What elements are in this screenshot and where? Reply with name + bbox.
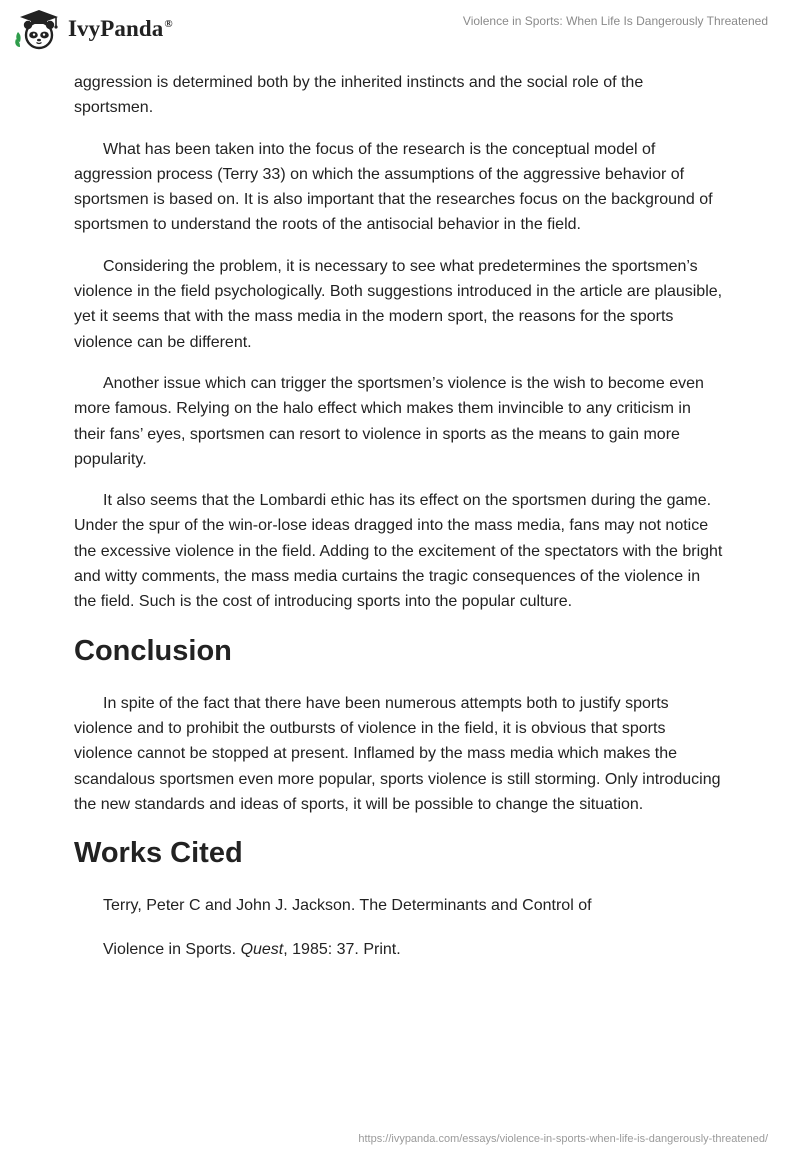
brand-name: IvyPanda® (68, 16, 173, 41)
paragraph: What has been taken into the focus of the research is the conceptual model of aggression process (Terry 33) on which the assumptions of the aggressive behavior of sportsmen is based on. It is also important that the researches focus on the background of sportsmen to understand the roots of the antisocial behavior in the field. (74, 140, 713, 234)
ivypanda-logo[interactable] (14, 8, 173, 50)
paragraph-continuation: aggression is determined both by the inherited instincts and the social role of the sportsmen. (74, 74, 644, 117)
page-header (0, 0, 800, 60)
citation-line-2: Violence in Sports. Quest, 1985: 37. Print. (103, 941, 401, 959)
document-title: Violence in Sports: When Life Is Dangerously Threatened (462, 14, 768, 28)
conclusion-heading: Conclusion (74, 634, 232, 667)
citation-line-1: Terry, Peter C and John J. Jackson. The Determinants and Control of (103, 897, 592, 915)
panda-graduation-icon (14, 8, 62, 50)
paragraph: Considering the problem, it is necessary to see what predetermines the sportsmen’s violence in the field psychologically. Both suggestions introduced in the article are plausible, yet it seems that with the mass media in the modern sport, the reasons for the sports violence can be different. (74, 257, 723, 351)
source-url[interactable]: https://ivypanda.com/essays/violence-in-sports-when-life-is-dangerously-threatened/ (358, 1133, 768, 1145)
paragraph: It also seems that the Lombardi ethic has its effect on the sportsmen during the game. Under the spur of the win-or-lose ideas dragged into the mass media, fans may not notice the excessive violence in the field. Adding to the excitement of the spectators with the bright and witty comments, the mass media curtains the tragic consequences of the violence in the field. Such is the cost of introducing sports into the popular culture. (74, 492, 723, 611)
paragraph: Another issue which can trigger the sportsmen’s violence is the wish to become even more famous. Relying on the halo effect which makes them invincible to any criticism in their fans’ eyes, sportsmen can resort to violence in sports as the means to gain more popularity. (74, 374, 704, 468)
essay-content (74, 70, 726, 962)
journal-title: Quest (240, 941, 284, 959)
conclusion-paragraph: In spite of the fact that there have been numerous attempts both to justify sports violence and to prohibit the outbursts of violence in the field, it is obvious that sports violence cannot be stopped at present. Inflamed by the mass media which makes the scandalous sportsmen even more popular, sports violence is still storming. Only introducing the new standards and ideas of sports, it will be possible to change the situation. (74, 694, 721, 813)
works-cited-heading: Works Cited (74, 837, 243, 870)
